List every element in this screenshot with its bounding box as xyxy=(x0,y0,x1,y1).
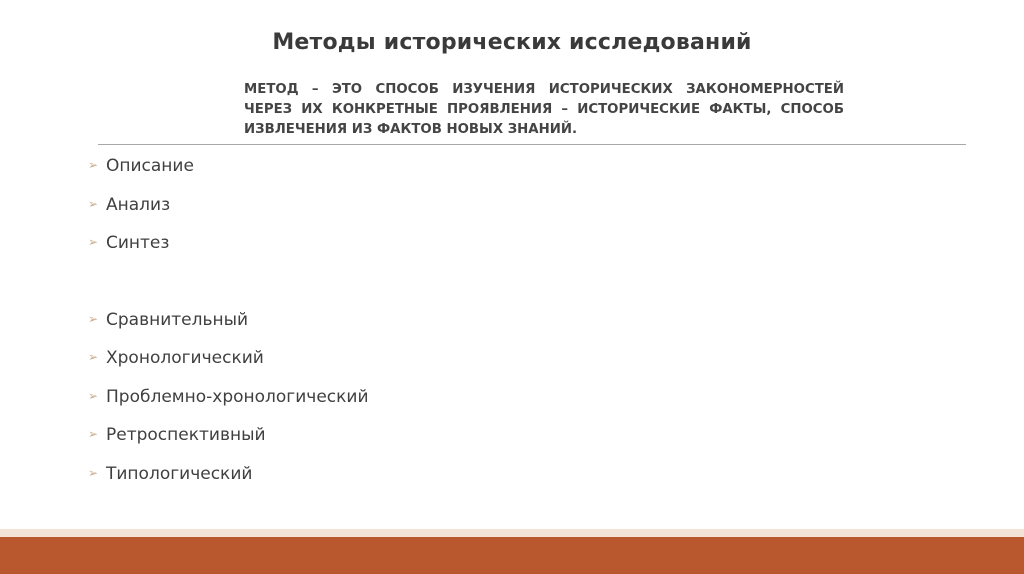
arrow-bullet-icon: ➢ xyxy=(88,389,99,403)
list-item-label: Хронологический xyxy=(106,348,264,368)
list-item-label: Описание xyxy=(106,156,194,176)
list-item xyxy=(88,464,252,484)
arrow-bullet-icon: ➢ xyxy=(88,350,99,364)
list-item xyxy=(88,425,266,445)
arrow-bullet-icon: ➢ xyxy=(88,197,99,211)
arrow-bullet-icon: ➢ xyxy=(88,312,99,326)
list-item xyxy=(88,156,194,176)
list-item-label: Ретроспективный xyxy=(106,425,266,445)
list-item xyxy=(88,233,169,253)
footer-accent-bar xyxy=(0,537,1024,574)
slide-title: Методы исторических исследований xyxy=(272,30,752,55)
list-item xyxy=(88,195,170,215)
divider-line xyxy=(98,144,966,145)
definition-text: МЕТОД – ЭТО СПОСОБ ИЗУЧЕНИЯ ИСТОРИЧЕСКИХ ЗАКОНОМЕРНОСТЕЙ ЧЕРЕЗ ИХ КОНКРЕТНЫЕ ПРОЯВЛЕНИЯ – ИСТОРИЧЕСКИЕ ФАКТЫ, СПОСОБ ИЗВЛЕЧЕНИЯ ИЗ ФАКТОВ НОВЫХ ЗНАНИЙ. xyxy=(244,82,844,137)
list-item-label: Анализ xyxy=(106,195,171,215)
arrow-bullet-icon: ➢ xyxy=(88,235,99,249)
list-item xyxy=(88,387,369,407)
footer-accent-strip xyxy=(0,529,1024,537)
arrow-bullet-icon: ➢ xyxy=(88,158,99,172)
arrow-bullet-icon: ➢ xyxy=(88,466,99,480)
list-item-label: Синтез xyxy=(106,233,170,253)
list-item xyxy=(88,348,264,368)
list-item-label: Сравнительный xyxy=(106,310,249,330)
list-item xyxy=(88,310,248,330)
list-item-label: Проблемно-хронологический xyxy=(106,387,369,407)
list-item-label: Типологический xyxy=(106,464,253,484)
arrow-bullet-icon: ➢ xyxy=(88,427,99,441)
